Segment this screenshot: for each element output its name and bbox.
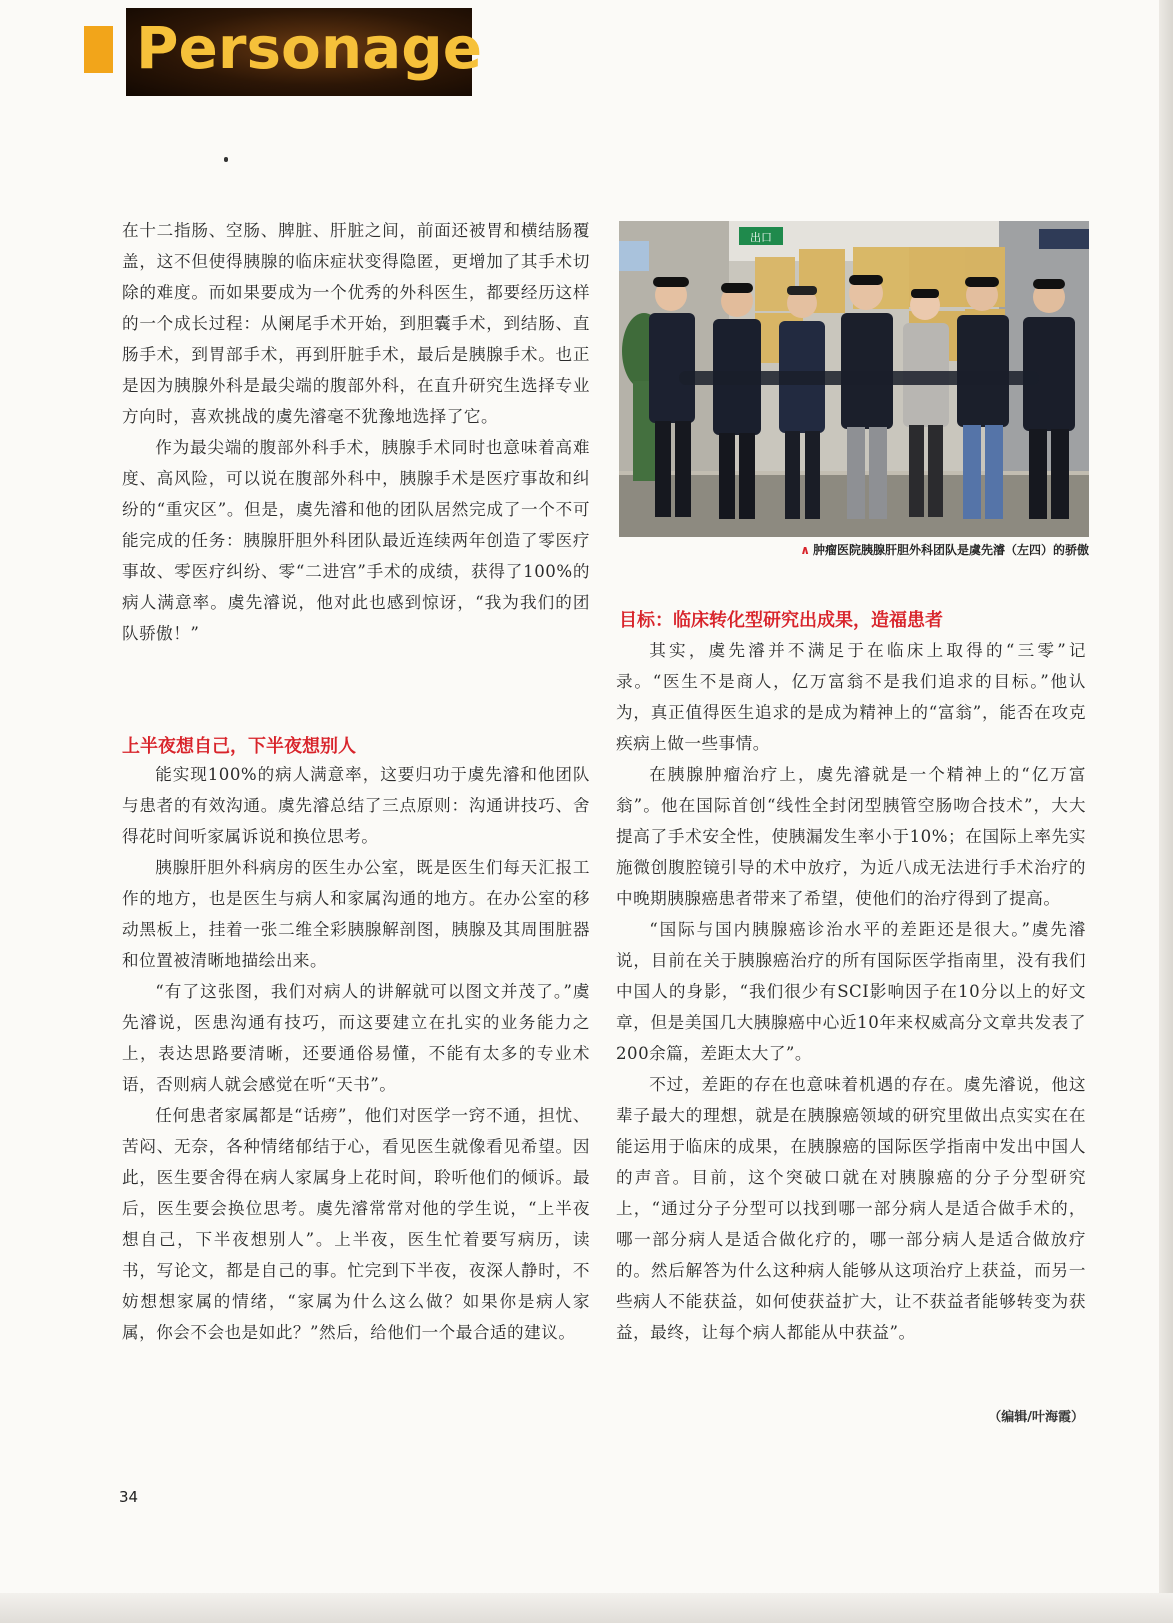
paragraph: 能实现100%的病人满意率，这要归功于虞先濬和他团队与患者的有效沟通。虞先濬总结了三点原则：沟通讲技巧、舍得花时间听家属诉说和换位思考。 — [122, 765, 590, 846]
page-number: 34 — [119, 1488, 139, 1506]
paragraph: “国际与国内胰腺癌诊治水平的差距还是很大。”虞先濬说，目前在关于胰腺癌治疗的所有国际医学指南里，没有我们中国人的身影，“我们很少有SCI影响因子在10分以上的好文章，但是美国几大胰腺癌中心近10年来权威高分文章共发表了200余篇，差距太大了”。 — [616, 920, 1086, 1063]
paragraph: “有了这张图，我们对病人的讲解就可以图文并茂了。”虞先濬说，医患沟通有技巧，而这要建立在扎实的业务能力之上，表达思路要清晰，还要通俗易懂，不能有太多的专业术语，否则病人就会感觉在听“天书”。 — [122, 982, 590, 1094]
photo-caption — [619, 541, 1089, 558]
photo-caption-text: 肿瘤医院胰腺肝胆外科团队是虞先濬（左四）的骄傲 — [812, 543, 1089, 557]
paragraph: 不过，差距的存在也意味着机遇的存在。虞先濬说，他这辈子最大的理想，就是在胰腺癌领域的研究里做出点实实在在能运用于临床的成果，在胰腺癌的国际医学指南中发出中国人的声音。目前，这个突破口就在对胰腺癌的分子分型研究上，“通过分子分型可以找到哪一部分病人是适合做手术的，哪一部分病人是适合做化疗的，哪一部分病人是适合做放疗的。然后解答为什么这种病人能够从这项治疗上获益，而另一些病人不能获益，如何使获益扩大，让不获益者能够转变为获益，最终，让每个病人都能从中获益”。 — [616, 1075, 1086, 1342]
print-speck — [224, 157, 228, 162]
paragraph: 胰腺肝胆外科病房的医生办公室，既是医生们每天汇报工作的地方，也是医生与病人和家属沟通的地方。在办公室的移动黑板上，挂着一张二维全彩胰腺解剖图，胰腺及其周围脏器和位置被清晰地描绘出来。 — [122, 858, 590, 970]
exit-sign-text: 出口 — [750, 231, 772, 244]
page-edge — [1159, 0, 1173, 1623]
paragraph: 任何患者家属都是“话痨”，他们对医学一窍不通，担忧、苦闷、无奈，各种情绪郁结于心，看见医生就像看见希望。因此，医生要舍得在病人家属身上花时间，聆听他们的倾诉。最后，医生要会换位思考。虞先濬常常对他的学生说，“上半夜想自己，下半夜想别人”。上半夜，医生忙着要写病历，读书，写论文，都是自己的事。忙完到下半夜，夜深人静时，不妨想想家属的情绪，“家属为什么这么做？如果你是病人家属，你会不会也是如此？”然后，给他们一个最合适的建议。 — [122, 1106, 590, 1342]
section-title: Personage — [136, 14, 483, 82]
section-heading: 目标：临床转化型研究出成果，造福患者 — [619, 610, 943, 631]
team-photo — [619, 221, 1089, 537]
header-accent-square — [84, 26, 113, 73]
paragraph: 其实，虞先濬并不满足于在临床上取得的“三零”记录。“医生不是商人，亿万富翁不是我们追求的目标。”他认为，真正值得医生追求的是成为精神上的“富翁”，能否在攻克疾病上做一些事情。 — [616, 641, 1086, 753]
paragraph: 作为最尖端的腹部外科手术，胰腺手术同时也意味着高难度、高风险，可以说在腹部外科中，胰腺手术是医疗事故和纠纷的“重灾区”。但是，虞先濬和他的团队居然完成了一个不可能完成的任务：胰腺肝胆外科团队最近连续两年创造了零医疗事故、零医疗纠纷、零“二进宫”手术的成绩，获得了100%的病人满意率。虞先濬说，他对此也感到惊讶，“我为我们的团队骄傲！” — [122, 438, 590, 643]
editor-credit: （编辑/叶海霞） — [988, 1410, 1084, 1425]
left-column-section — [122, 759, 590, 1348]
left-column-intro — [122, 215, 590, 649]
caption-arrow-icon: ∧ — [800, 543, 810, 557]
team-photo-illustration — [619, 221, 1089, 537]
paragraph: 在十二指肠、空肠、脾脏、肝脏之间，前面还被胃和横结肠覆盖，这不但使得胰腺的临床症状变得隐匿，更增加了其手术切除的难度。而如果要成为一个优秀的外科医生，都要经历这样的一个成长过程：从阑尾手术开始，到胆囊手术，到结肠、直肠手术，到胃部手术，再到肝脏手术，最后是胰腺手术。也正是因为胰腺外科是最尖端的腹部外科，在直升研究生选择专业方向时，喜欢挑战的虞先濬毫不犹豫地选择了它。 — [122, 221, 590, 426]
right-column-section — [616, 635, 1086, 1348]
paragraph: 在胰腺肿瘤治疗上，虞先濬就是一个精神上的“亿万富翁”。他在国际首创“线性全封闭型胰管空肠吻合技术”，大大提高了手术安全性，使胰漏发生率小于10%；在国际上率先实施微创腹腔镜引导的术中放疗，为近八成无法进行手术治疗的中晚期胰腺癌患者带来了希望，使他们的治疗得到了提高。 — [616, 765, 1086, 908]
page-edge — [0, 1593, 1173, 1623]
section-heading: 上半夜想自己，下半夜想别人 — [122, 736, 356, 757]
